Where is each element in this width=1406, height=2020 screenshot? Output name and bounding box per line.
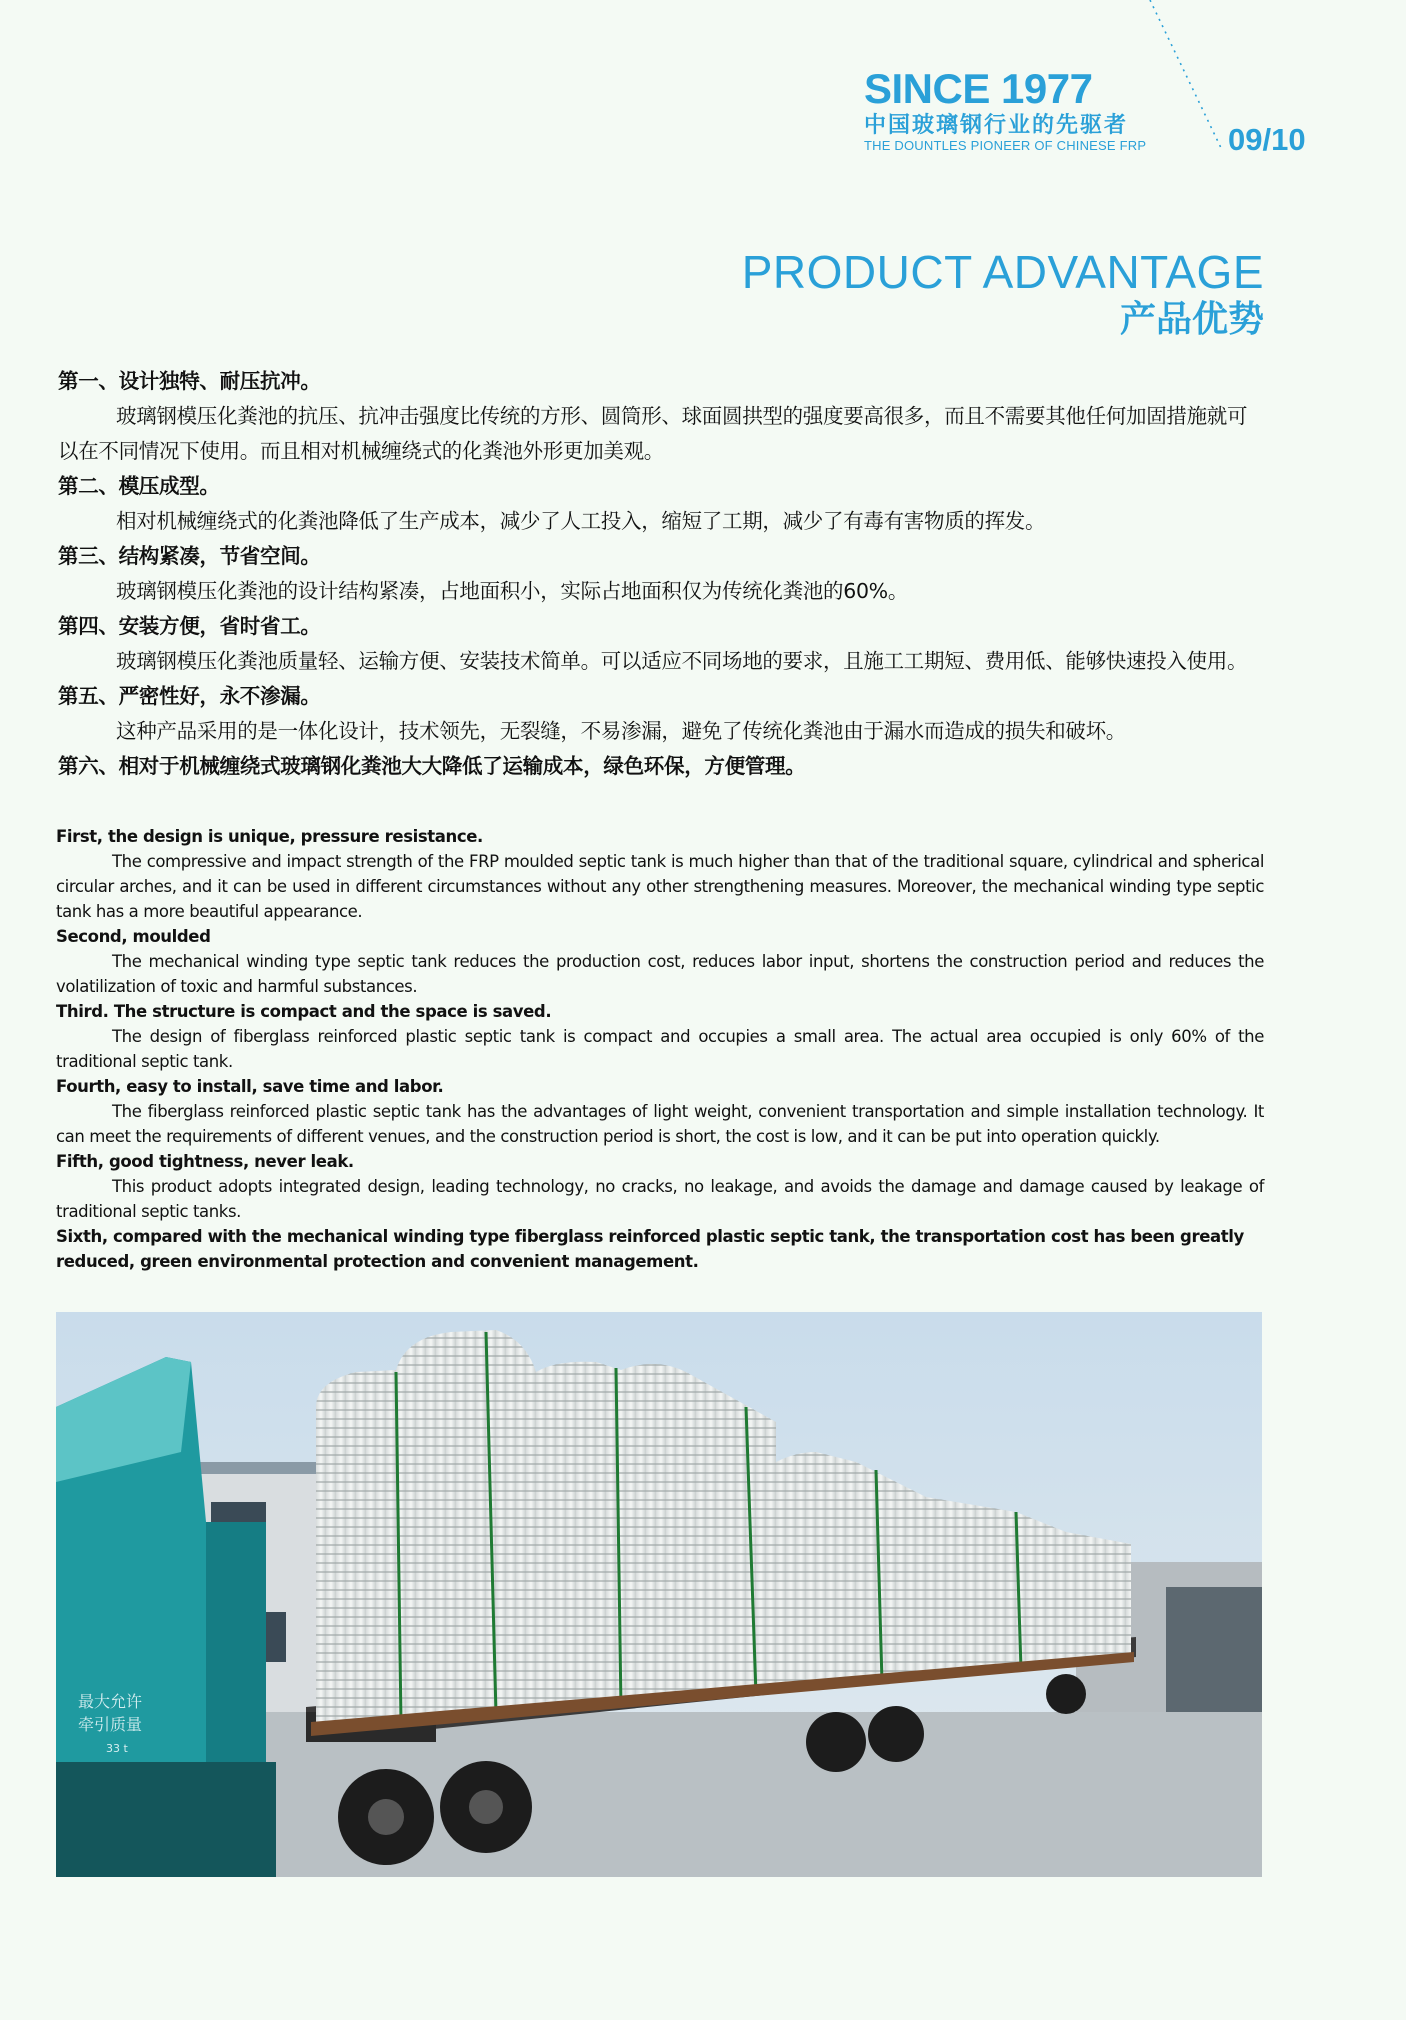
en-heading-3: Third. The structure is compact and the space is saved. bbox=[56, 1002, 552, 1021]
en-body-5: This product adopts integrated design, leading technology, no cracks, no leakage, and avoids the damage and damage caused by leakage of traditional septic tanks. bbox=[56, 1177, 1264, 1221]
en-body-2: The mechanical winding type septic tank reduces the production cost, reduces labor input, shortens the construction period and reduces the volatilization of toxic and harmful substances. bbox=[56, 952, 1264, 996]
cn-body-2: 相对机械缠绕式的化粪池降低了生产成本，减少了人工投入，缩短了工期，减少了有毒有害物质的挥发。 bbox=[116, 509, 1046, 533]
cn-body-3: 玻璃钢模压化粪池的设计结构紧凑，占地面积小，实际占地面积仅为传统化粪池的60%。 bbox=[116, 579, 909, 603]
cn-heading-6: 第六、相对于机械缠绕式玻璃钢化粪池大大降低了运输成本，绿色环保，方便管理。 bbox=[58, 754, 806, 778]
advantages-cn bbox=[58, 364, 1264, 784]
cn-heading-5: 第五、严密性好，永不渗漏。 bbox=[58, 684, 321, 708]
brand-header bbox=[864, 66, 1146, 153]
section-title-cn: 产品优势 bbox=[1119, 299, 1264, 340]
cn-heading-2: 第二、模压成型。 bbox=[58, 474, 220, 498]
en-body-1: The compressive and impact strength of the FRP moulded septic tank is much higher than that of the traditional square, cylindrical and spherical circular arches, and it can be used in different circumstances without any other strengthening measures. Moreover, the mechanical winding type septic tank has a more beautiful appearance. bbox=[56, 852, 1264, 921]
cn-heading-4: 第四、安装方便，省时省工。 bbox=[58, 614, 321, 638]
truck-door-text-line3: 33 t bbox=[106, 1742, 128, 1755]
cn-body-1: 玻璃钢模压化粪池的抗压、抗冲击强度比传统的方形、圆筒形、球面圆拱型的强度要高很多，而且不需要其他任何加固措施就可以在不同情况下使用。而且相对机械缠绕式的化粪池外形更加美观。 bbox=[58, 404, 1248, 463]
en-heading-4: Fourth, easy to install, save time and labor. bbox=[56, 1077, 444, 1096]
cn-body-5: 这种产品采用的是一体化设计，技术领先，无裂缝，不易渗漏，避免了传统化粪池由于漏水而造成的损失和破坏。 bbox=[116, 719, 1126, 743]
en-body-3: The design of fiberglass reinforced plastic septic tank is compact and occupies a small area. The actual area occupied is only 60% of the traditional septic tank. bbox=[56, 1027, 1264, 1071]
brand-slogan-en: THE DOUNTLES PIONEER OF CHINESE FRP bbox=[864, 138, 1147, 153]
en-heading-6: Sixth, compared with the mechanical winding type fiberglass reinforced plastic septic tank, the transportation cost has been greatly reduced, green environmental protection and convenient management. bbox=[56, 1227, 1244, 1271]
section-title-en: PRODUCT ADVANTAGE bbox=[741, 246, 1264, 298]
decorative-dotted-line bbox=[0, 0, 1406, 200]
brand-since: SINCE 1977 bbox=[864, 65, 1093, 112]
product-photo-truck bbox=[56, 1312, 1262, 1877]
cn-body-4: 玻璃钢模压化粪池质量轻、运输方便、安装技术简单。可以适应不同场地的要求，且施工工期短、费用低、能够快速投入使用。 bbox=[116, 649, 1248, 673]
advantages-en bbox=[56, 824, 1264, 1274]
section-title bbox=[742, 246, 1264, 342]
truck-door-text-line1: 最大允许 bbox=[78, 1692, 143, 1711]
en-heading-2: Second, moulded bbox=[56, 927, 211, 946]
en-body-4: The fiberglass reinforced plastic septic tank has the advantages of light weight, convenient transportation and simple installation technology. It can meet the requirements of different venues, and the construction period is short, the cost is low, and it can be put into operation quickly. bbox=[56, 1102, 1264, 1146]
en-heading-1: First, the design is unique, pressure resistance. bbox=[56, 827, 483, 846]
cn-heading-3: 第三、结构紧凑，节省空间。 bbox=[58, 544, 321, 568]
truck-door-text-line2: 牵引质量 bbox=[78, 1715, 143, 1734]
en-heading-5: Fifth, good tightness, never leak. bbox=[56, 1152, 354, 1171]
cn-heading-1: 第一、设计独特、耐压抗冲。 bbox=[58, 369, 321, 393]
page-number: 09/10 bbox=[1228, 122, 1306, 157]
brand-slogan-cn: 中国玻璃钢行业的先驱者 bbox=[864, 113, 1129, 138]
